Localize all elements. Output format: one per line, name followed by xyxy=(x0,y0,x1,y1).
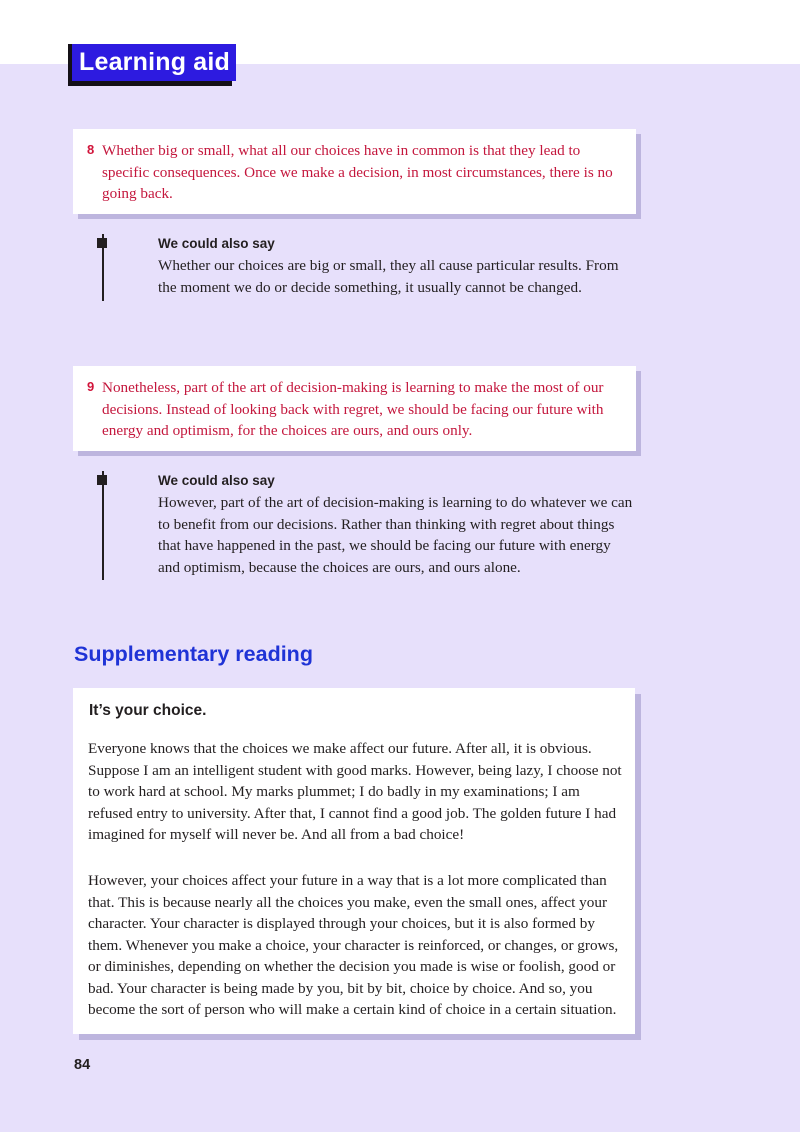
bullet-square-icon xyxy=(97,238,107,248)
supplementary-reading-heading: Supplementary reading xyxy=(74,642,313,666)
quote-box-8 xyxy=(73,129,636,214)
alternative-heading: We could also say xyxy=(158,473,275,488)
bullet-square-icon xyxy=(97,475,107,485)
alternative-bar xyxy=(102,471,104,580)
reading-paragraph: However, your choices affect your future in a way that is a lot more complicated than that. This is because nearly all the choices you make, even the small ones, affect your character. Your character is displayed through your choices, but it is also formed by them. Whenever you make a choice, your character is reinforced, or changes, or grows, or diminishes, depending on whether the decision you made is wise or foolish, good or bad. Your character is being made by you, bit by bit, choice by choice. And so, you become the sort of person who will make a certain kind of choice in a certain situation. xyxy=(88,872,619,1018)
quote-box-9 xyxy=(73,366,636,451)
alternative-heading: We could also say xyxy=(158,236,275,251)
learning-aid-header xyxy=(68,44,236,86)
reading-paragraph: Everyone knows that the choices we make affect our future. After all, it is obvious. Suppose I am an intelligent student with good marks. However, being lazy, I choose not to work hard at school. My marks plummet; I do badly in my examinations; I am refused entry to university. After that, I cannot find a good job. The golden future I had imagined for myself will never be. And all from a bad choice! xyxy=(88,740,622,843)
quote-number: 9 xyxy=(87,379,95,394)
supplementary-reading-box xyxy=(73,688,635,1034)
header-title: Learning aid xyxy=(72,44,236,81)
quote-text: Nonetheless, part of the art of decision-making is learning to make the most of our decisions. Instead of looking back with regret, we should be facing our future with energy and optimism, for the choices are ours, and ours only. xyxy=(102,379,604,439)
page-number: 84 xyxy=(74,1057,91,1073)
alternative-text: However, part of the art of decision-making is learning to do whatever we can to benefit from our decisions. Rather than thinking with regret about things that have happened in the past, we should be facing our future with energy and optimism, because the choices are ours, and ours alone. xyxy=(158,494,633,576)
reading-title: It’s your choice. xyxy=(89,702,207,719)
quote-text: Whether big or small, what all our choices have in common is that they lead to specific consequences. Once we make a decision, in most circumstances, there is no going back. xyxy=(102,142,613,202)
alternative-text: Whether our choices are big or small, they all cause particular results. From the moment we do or decide something, it usually cannot be changed. xyxy=(158,257,619,296)
quote-number: 8 xyxy=(87,142,95,157)
